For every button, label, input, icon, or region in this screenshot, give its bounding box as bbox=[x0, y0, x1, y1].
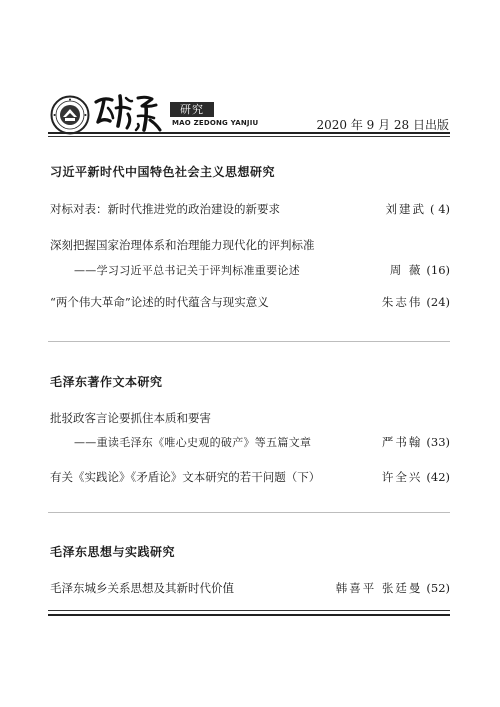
entry-page-number: (33) bbox=[426, 435, 450, 449]
journal-pinyin: MAO ZEDONG YANJIU bbox=[172, 119, 259, 127]
entry-author: 许全兴 bbox=[381, 470, 423, 484]
entry-subtitle: ——学习习近平总书记关于评判标准重要论述 bbox=[74, 264, 300, 277]
entry-author: 朱志伟 bbox=[381, 295, 423, 309]
entry-page-number: (42) bbox=[426, 470, 450, 484]
entry-page-number: (52) bbox=[426, 581, 450, 595]
entry-title[interactable]: “两个伟大革命”论述的时代蕴含与现实意义 bbox=[50, 295, 269, 309]
entry-title[interactable]: 深刻把握国家治理体系和治理能力现代化的评判标准 bbox=[50, 238, 315, 252]
journal-calligraphy-logo bbox=[92, 88, 178, 134]
entry-subtitle: ——重读毛泽东《唯心史观的破产》等五篇文章 bbox=[74, 436, 312, 449]
entry-title[interactable]: 有关《实践论》《矛盾论》文本研究的若干问题（下） bbox=[50, 470, 321, 484]
section-title: 毛泽东思想与实践研究 bbox=[50, 545, 176, 559]
publication-date: 2020 年 9 月 28 日出版 bbox=[316, 118, 449, 132]
section-title: 毛泽东著作文本研究 bbox=[50, 375, 163, 389]
section-divider bbox=[48, 512, 450, 513]
seal-emblem-icon bbox=[50, 95, 90, 135]
entry-title[interactable]: 对标对表：新时代推进党的政治建设的新要求 bbox=[50, 202, 280, 216]
journal-name-badge: 研究 bbox=[170, 102, 214, 117]
entry-author: 刘建武 bbox=[385, 202, 427, 216]
entry-author: 韩喜平 张廷曼 bbox=[335, 581, 423, 595]
entry-meta bbox=[382, 469, 450, 485]
footer-rule-thin bbox=[48, 610, 450, 611]
entry-title[interactable]: 毛泽东城乡关系思想及其新时代价值 bbox=[50, 581, 234, 595]
section-title: 习近平新时代中国特色社会主义思想研究 bbox=[50, 165, 276, 179]
section-divider bbox=[48, 341, 450, 342]
entry-meta bbox=[390, 262, 450, 278]
entry-title[interactable]: 批驳政客言论要抓住本质和要害 bbox=[50, 411, 211, 425]
header-rule-thin bbox=[48, 136, 450, 137]
entry-meta bbox=[386, 201, 450, 217]
footer-rule-thick bbox=[48, 614, 450, 616]
entry-author: 严书翰 bbox=[381, 435, 423, 449]
entry-page-number: ( 4) bbox=[430, 202, 450, 216]
entry-meta bbox=[336, 580, 450, 596]
entry-author: 周 薇 bbox=[389, 263, 423, 277]
entry-page-number: (24) bbox=[426, 295, 450, 309]
header-rule-thick bbox=[48, 132, 450, 134]
entry-meta bbox=[382, 434, 450, 450]
entry-page-number: (16) bbox=[426, 263, 450, 277]
entry-meta bbox=[382, 294, 450, 310]
